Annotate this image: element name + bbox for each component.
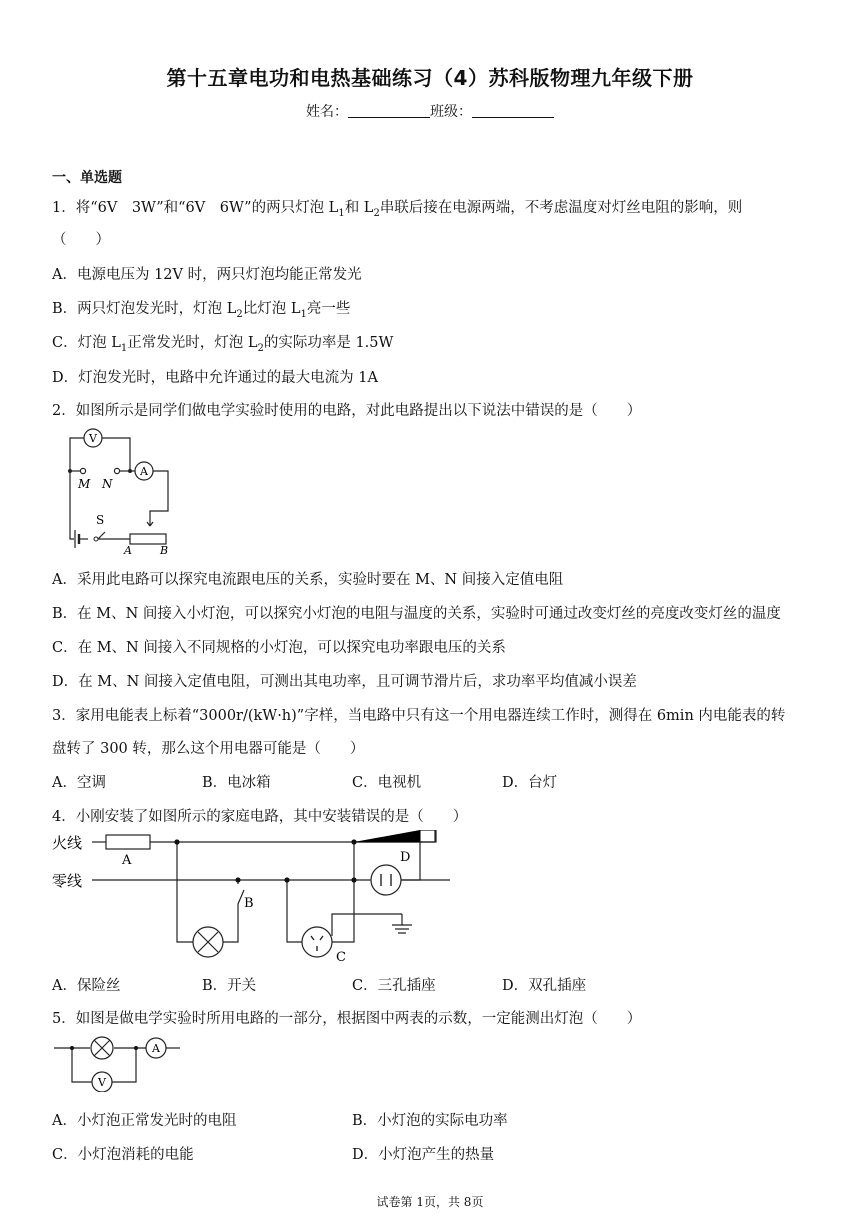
q4-household-circuit: [50, 830, 450, 966]
q2-option-a: A．采用此电路可以探究电流跟电压的关系，实验时要在 M、N 间接入定值电阻: [52, 572, 564, 588]
point-m-label: M: [78, 477, 91, 491]
name-blank: [348, 103, 430, 118]
section-heading: 一、单选题: [52, 170, 122, 186]
switch-label: B: [244, 896, 254, 911]
q5-partial-circuit: [52, 1034, 192, 1092]
voltmeter-label: V: [89, 432, 97, 445]
q4-option-c: C．三孔插座: [352, 978, 436, 994]
q2-stem: 2．如图所示是同学们做电学实验时使用的电路，对此电路提出以下说法中错误的是（ ）: [52, 403, 642, 419]
fuse-icon: [106, 835, 150, 849]
q3-stem-line1: 3．家用电能表上标着“3000r/(kW·h)”字样，当电路中只有这一个用电器连续工作时，测得在 6min 内电能表的转: [52, 708, 786, 724]
student-info: [0, 101, 860, 121]
q3-option-c: C．电视机: [352, 775, 422, 791]
q1-option-d: D．灯泡发光时，电路中允许通过的最大电流为 1A: [52, 370, 378, 386]
q5-option-a: A．小灯泡正常发光时的电阻: [52, 1113, 237, 1129]
ammeter-label: A: [140, 465, 148, 478]
three-hole-socket-label: C: [336, 950, 346, 965]
q2-option-d: D．在 M、N 间接入定值电阻，可测出其电功率，且可调节滑片后，求功率平均值减小误差: [52, 674, 637, 690]
voltmeter-label: V: [98, 1076, 106, 1089]
q2-circuit-diagram: [50, 426, 190, 558]
q3-option-b: B．电冰箱: [202, 775, 271, 791]
q3-option-d: D．台灯: [502, 775, 558, 791]
class-blank: [472, 103, 554, 118]
q1-paren: （ ）: [52, 232, 110, 248]
q4-option-a: A．保险丝: [52, 978, 121, 994]
q4-stem: 4．小刚安装了如图所示的家庭电路，其中安装错误的是（ ）: [52, 809, 468, 825]
q4-option-b: B．开关: [202, 978, 257, 994]
rheostat-icon: [130, 534, 166, 544]
page-footer: 试卷第 1页，共 8页: [376, 1195, 484, 1209]
fuse-label: A: [122, 853, 132, 868]
q4-option-d: D．双孔插座: [502, 978, 587, 994]
three-hole-socket-icon: [302, 927, 332, 957]
name-label: 姓名：: [306, 104, 348, 120]
live-wire-label: 火线: [52, 834, 83, 852]
q1-option-a: A．电源电压为 12V 时，两只灯泡均能正常发光: [52, 267, 362, 283]
class-label: 班级：: [430, 104, 472, 120]
q2-option-b: B．在 M、N 间接入小灯泡，可以探究小灯泡的电阻与温度的关系，实验时可通过改变灯丝的亮度改变灯丝的温度: [52, 606, 781, 622]
q5-option-d: D．小灯泡产生的热量: [352, 1147, 495, 1163]
q3-option-a: A．空调: [52, 775, 106, 791]
q1-option-c: C．灯泡 $L_1$正常发光时，灯泡 $L_2$的实际功率是 1.5W: [52, 335, 394, 354]
two-hole-socket-label: D: [400, 850, 411, 865]
switch-label: S: [96, 513, 105, 527]
q1-stem: 1．将“6V 3W”和“6V 6W”的两只灯泡 $L_1$和 $L_2$串联后接在电源两端，不考虑温度对灯丝电阻的影响，则: [52, 200, 743, 219]
q2-option-c: C．在 M、N 间接入不同规格的小灯泡，可以探究电功率跟电压的关系: [52, 640, 506, 656]
q1-option-b: B．两只灯泡发光时，灯泡 $L_2$比灯泡 $L_1$亮一些: [52, 301, 351, 320]
q5-option-c: C．小灯泡消耗的电能: [52, 1147, 194, 1163]
two-hole-socket-icon: [371, 865, 401, 895]
point-b-label: B: [160, 544, 169, 557]
q5-stem: 5．如图是做电学实验时所用电路的一部分，根据图中两表的示数，一定能测出灯泡（ ）: [52, 1011, 642, 1027]
ammeter-label: A: [152, 1042, 160, 1055]
q5-option-b: B．小灯泡的实际电功率: [352, 1113, 508, 1129]
page-title: 第十五章电功和电热基础练习（4）苏科版物理九年级下册: [166, 66, 694, 90]
point-n-label: N: [102, 477, 113, 491]
q3-stem-line2: 盘转了 300 转，那么这个用电器可能是（ ）: [52, 741, 365, 757]
neutral-wire-label: 零线: [52, 872, 83, 890]
point-a-label: A: [124, 544, 132, 557]
